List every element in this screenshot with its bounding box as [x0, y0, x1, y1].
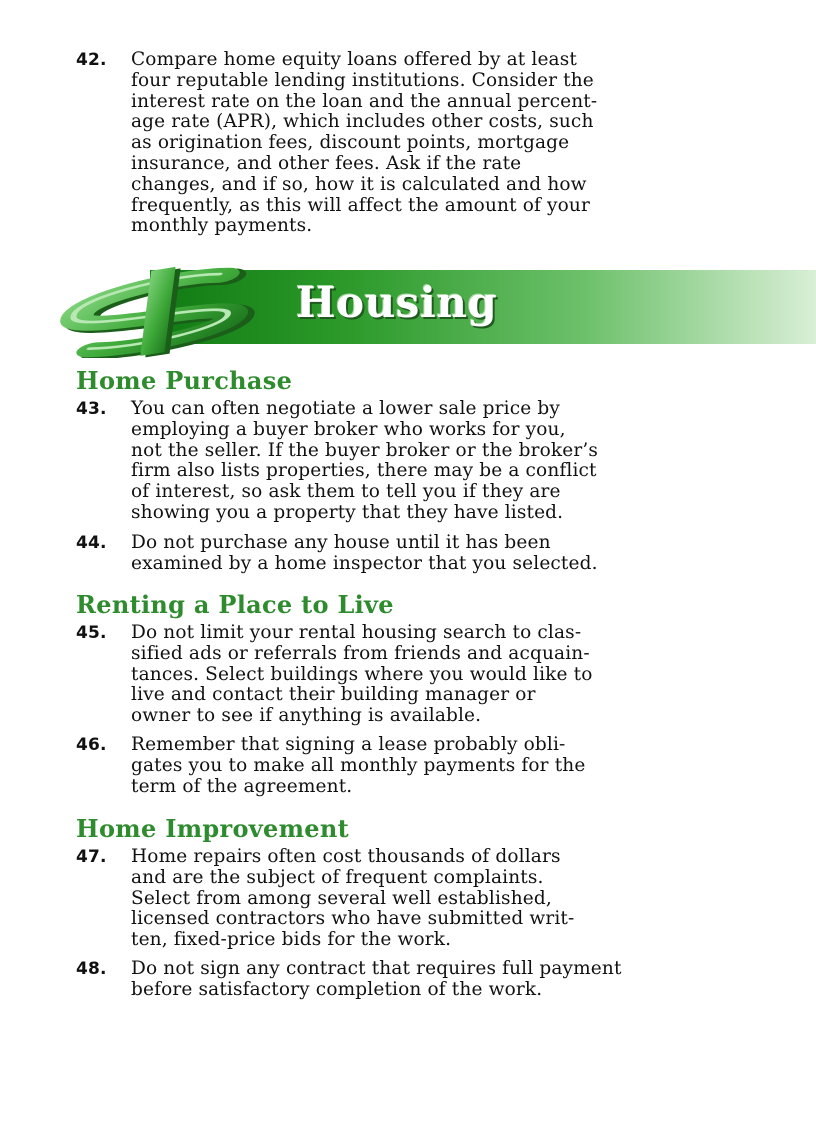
- tip-number: 48.: [76, 959, 107, 979]
- tip-text: Do not limit your rental housing search to clas- sified ads or referrals from friends and acquain- tances. Select buildings where you would like to live and contact their building manager or owner to see if anything is available.: [131, 622, 593, 727]
- tip-43: [76, 399, 756, 524]
- tip-text: Remember that signing a lease probably obli- gates you to make all monthly payments for the term of the agreement.: [131, 734, 586, 797]
- tip-48: [76, 959, 756, 1001]
- tip-47: [76, 847, 756, 951]
- tip-number: 44.: [76, 533, 107, 553]
- tip-text: You can often negotiate a lower sale price by employing a buyer broker who works for you, not the seller. If the buyer broker or the broker’s firm also lists properties, there may be a conflict of interest, so ask them to tell you if they are showing you a property that they have listed.: [131, 398, 599, 523]
- tip-number: 47.: [76, 847, 107, 867]
- tip-text: Do not sign any contract that requires full payment before satisfactory completion of the work.: [131, 958, 622, 1000]
- tip-text: Compare home equity loans offered by at least four reputable lending institutions. Consider the interest rate on the loan and the annual percent- age rate (APR), which includes other costs, such as origination fees, discount points, mortgage insurance, and other fees. Ask if the rate changes, and if so, how it is calculated and how frequently, as this will affect the amount of your monthly payments.: [131, 49, 598, 237]
- tip-text: Do not purchase any house until it has been examined by a home inspector that you selected.: [131, 532, 598, 574]
- tip-number: 43.: [76, 399, 107, 419]
- tip-number: 45.: [76, 623, 107, 643]
- tip-44: [76, 533, 756, 575]
- tip-45: [76, 623, 756, 727]
- section-heading-home-improvement: Home Improvement: [76, 814, 349, 843]
- tip-text: Home repairs often cost thousands of dollars and are the subject of frequent complaints. Select from among several well established, licensed contractors who have submitted writ- ten, fixed-price bids for the work.: [131, 846, 575, 951]
- housing-banner: [0, 262, 816, 358]
- section-heading-renting: Renting a Place to Live: [76, 590, 394, 619]
- tip-number: 46.: [76, 735, 107, 755]
- tip-42: [76, 50, 756, 237]
- banner-title: Housing: [296, 278, 498, 327]
- dollar-sign-icon: [52, 262, 282, 358]
- tip-number: 42.: [76, 50, 107, 70]
- tip-46: [76, 735, 756, 797]
- section-heading-home-purchase: Home Purchase: [76, 366, 293, 395]
